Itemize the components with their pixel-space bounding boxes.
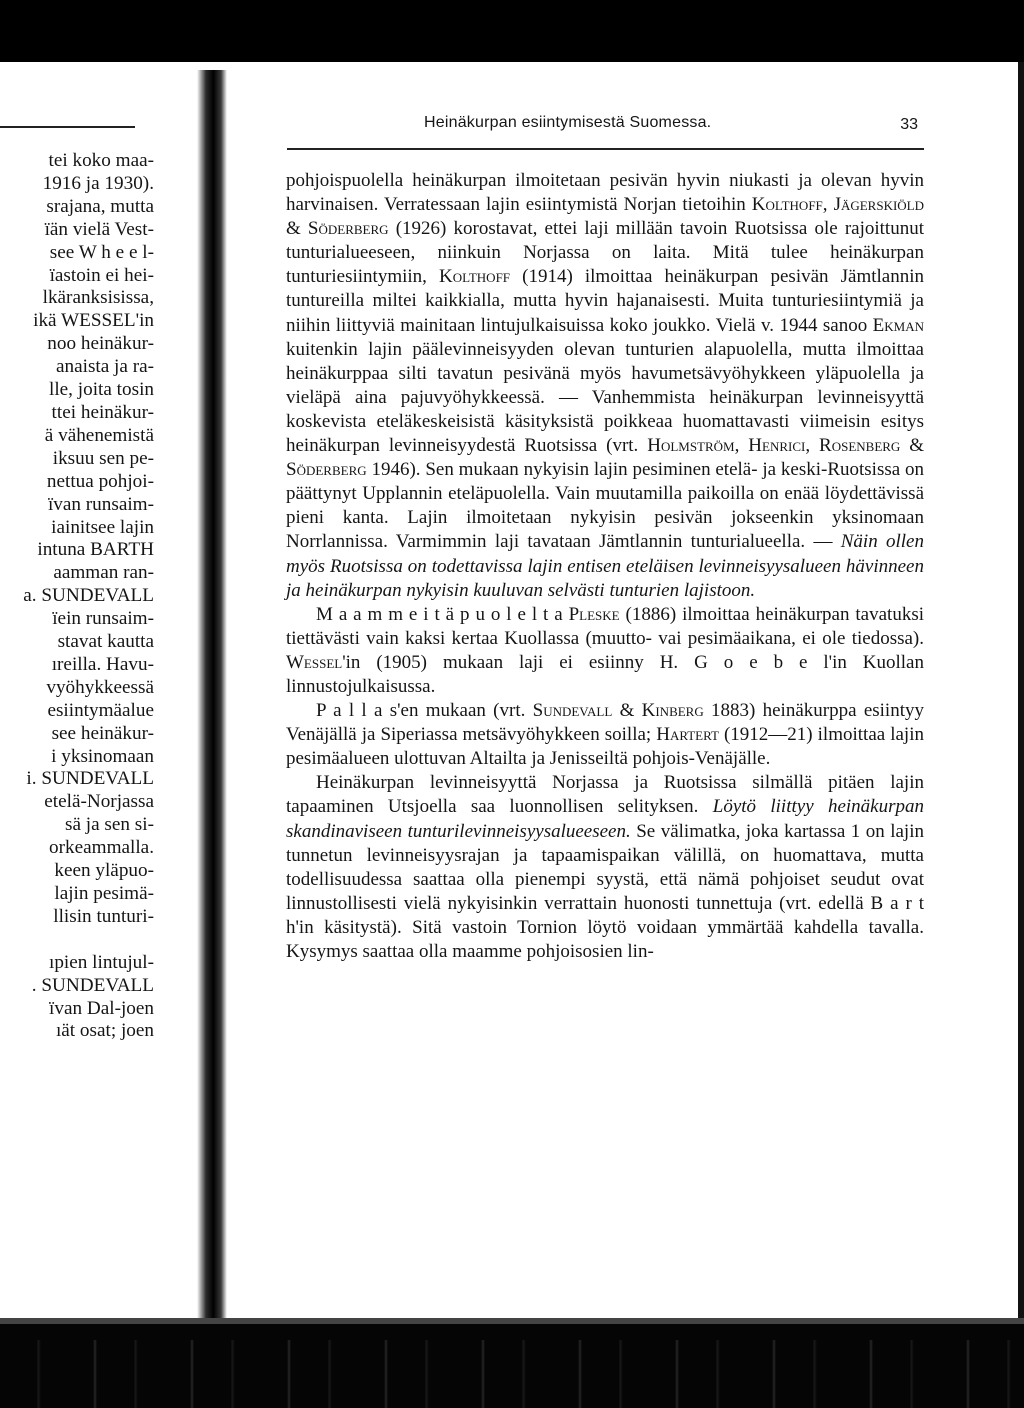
paragraph-4: Heinäkurpan levinneisyyttä Norjassa ja Ruotsissa silmällä pitäen lajin tapaaminen Utsjoella saa luonnollisen selityksen. Löytö liittyy heinäkurpan skandinaviseen tunturilevinneisyysalueeseen. Se välimatka, joka kartassa 1 on lajin tunnetun levinneisyysrajan ja tapaamispaikan välillä, on huomattava, mutta todellisuudessa saattaa olla pienempi syystä, että nämä pohjoiset seudut ovat linnustollisesti vielä nykyisinkin verrattain huonosti tunnettuja (vrt. edellä B a r t h'in käsitystä). Sitä vastoin Tornion löytö voidaan ymmärtää kahdella tavalla. Kysymys saattaa olla maamme pohjoisosien lin- xyxy=(286,772,925,962)
scan-top-border xyxy=(0,0,1024,62)
left-page-fragment xyxy=(0,118,200,1318)
left-page-line: i. SUNDEVALL xyxy=(26,768,154,790)
left-page-line: ä vähenemistä xyxy=(44,424,154,446)
book-gutter-shadow xyxy=(197,70,227,1325)
left-page-line: aamman ran- xyxy=(53,562,154,584)
left-page-line: a. SUNDEVALL xyxy=(23,585,154,607)
left-page-line: llisin tunturi- xyxy=(53,905,154,927)
left-page-header-rule xyxy=(0,126,135,128)
paragraph-2: M a a m m e i t ä p u o l e l t a Pleske (1886) ilmoittaa heinäkurpan tavatuksi tiettävästi vain kaksi kertaa Kuollassa (muutto- vai pesimäaikana, ei ole tiedossa). Wessel'in (1905) mukaan laji ei esiinny H. G o e b e l'in Kuollan linnustojulkaisussa. xyxy=(286,603,924,697)
running-head: Heinäkurpan esiintymisestä Suomessa. xyxy=(424,114,712,131)
body-text xyxy=(286,169,924,964)
left-page-line xyxy=(23,929,154,952)
scan-bottom-noise xyxy=(0,1340,1024,1408)
left-page-text xyxy=(23,150,154,1043)
left-page-line: ıpien lintujul- xyxy=(49,951,154,973)
left-page-line: tei koko maa- xyxy=(48,150,154,171)
page-header xyxy=(287,114,922,140)
paragraph-1: pohjoispuolella heinäkurpan ilmoitetaan pesivän hyvin niukasti ja olevan hyvin harvinaisen. Verratessaan lajin esiintymistä Norjan tietoihin Kolthoff, Jägerskiöld & Söderberg (1926) korostavat, ettei laji millään tavoin Ruotsissa ole rajoittunut tunturialueeseen, niinkuin Norjassa on laita. Mitä tulee heinäkurpan tunturiesiintymiin, Kolthoff (1914) ilmoittaa heinäkurpan pesivän Jämtlannin tuntureilla miltei kaikkialla, mutta hyvin hajanaisesti. Muita tunturiesiintymiä ja niihin liittyviä mainitaan lintujulkaisuissa koko joukko. Vielä v. 1944 sanoo Ekman kuitenkin lajin päälevinneisyyden olevan tunturien alapuolella, mutta ilmoittaa heinäkurppaa silti tavatun pesivänä myös havumetsävyöhykkeen yläpuolella ja vieläpä aina pajuvyöhykkeessä. — Vanhemmista heinäkurpan levinneisyyttä koskevista eteläkeskeisistä käsityksistä poikkeaa huomattavasti viimeisin esitys heinäkurpan levinneisyydestä Ruotsissa (vrt. Holmström, Henrici, Rosenberg & Söderberg 1946). Sen mukaan nykyisin lajin pesiminen etelä- ja keski-Ruotsissa on päättynyt Upplannin eteläpuolella. Vain muutamilla paikoilla on enää löydettävissä pieni kanta. Lajin ilmoitetaan nykyisin pesivän jokseenkin yksinomaan Norrlannissa. Varmimmin laji tavataan Jämtlannin tunturialueella. — Näin ollen myös Ruotsissa on todettavissa lajin entisen eteläisen levinneisyysalueen hävinneen ja heinäkurpan nykyisin kuuluvan selvästi tunturien lajistoon. xyxy=(286,170,925,601)
left-page-line: stavat kautta xyxy=(57,631,154,653)
left-page-line: i yksinomaan xyxy=(51,745,154,767)
left-page-line: ïastoin ei hei- xyxy=(49,264,154,286)
left-page-line: ïän vielä Vest- xyxy=(44,218,154,240)
left-page-line: nettua pohjoi- xyxy=(46,470,154,492)
scan-bottom-edge xyxy=(0,1318,1024,1324)
left-page-line: noo heinäkur- xyxy=(47,333,154,355)
left-page-line: orkeammalla. xyxy=(49,837,154,859)
header-rule xyxy=(287,148,924,150)
left-page-line: etelä-Norjassa xyxy=(44,791,154,813)
left-page-line: ıät osat; joen xyxy=(55,1020,154,1042)
left-page-line: esiintymäalue xyxy=(47,699,154,721)
left-page-line: see heinäkur- xyxy=(51,722,154,744)
left-page-line: ïvan runsaim- xyxy=(47,493,154,515)
left-page-line: ïein runsaim- xyxy=(52,608,154,630)
left-page-line: vyöhykkeessä xyxy=(46,676,154,698)
scan-right-border xyxy=(1018,62,1024,1318)
left-page-line: intuna BARTH xyxy=(37,539,154,561)
left-page-line: ttei heinäkur- xyxy=(51,401,154,423)
left-page-line: ïvan Dal-joen xyxy=(49,997,154,1019)
left-page-line: lkäranksisissa, xyxy=(42,287,154,309)
left-page-line: ıreilla. Havu- xyxy=(51,653,154,675)
paragraph-3: P a l l a s'en mukaan (vrt. Sundevall & Kinberg 1883) heinäkurppa esiintyy Venäjällä ja Siperiassa metsävyöhykkeen soilla; Hartert (1912—21) ilmoittaa lajin pesimäalueen ulottuvan Altailta ja Jenisseiltä pohjois-Venäjälle. xyxy=(286,700,924,770)
left-page-line: sä ja sen si- xyxy=(65,814,154,836)
left-page-line: keen yläpuo- xyxy=(54,860,154,882)
left-page-line: anaista ja ra- xyxy=(55,356,154,378)
left-page-line: . SUNDEVALL xyxy=(31,974,154,996)
left-page-line: lajin pesimä- xyxy=(54,883,154,904)
page-number: 33 xyxy=(900,116,918,133)
left-page-line: srajana, mutta xyxy=(46,195,154,217)
left-page-line: lle, joita tosin xyxy=(49,379,154,401)
left-page-line: ikä WESSEL'in xyxy=(33,310,154,332)
left-page-line: iainitsee lajin xyxy=(51,516,154,538)
left-page-line: 1916 ja 1930). xyxy=(42,172,154,194)
left-page-line: iksuu sen pe- xyxy=(52,447,154,469)
left-page-line: see W h e e l- xyxy=(49,241,154,263)
